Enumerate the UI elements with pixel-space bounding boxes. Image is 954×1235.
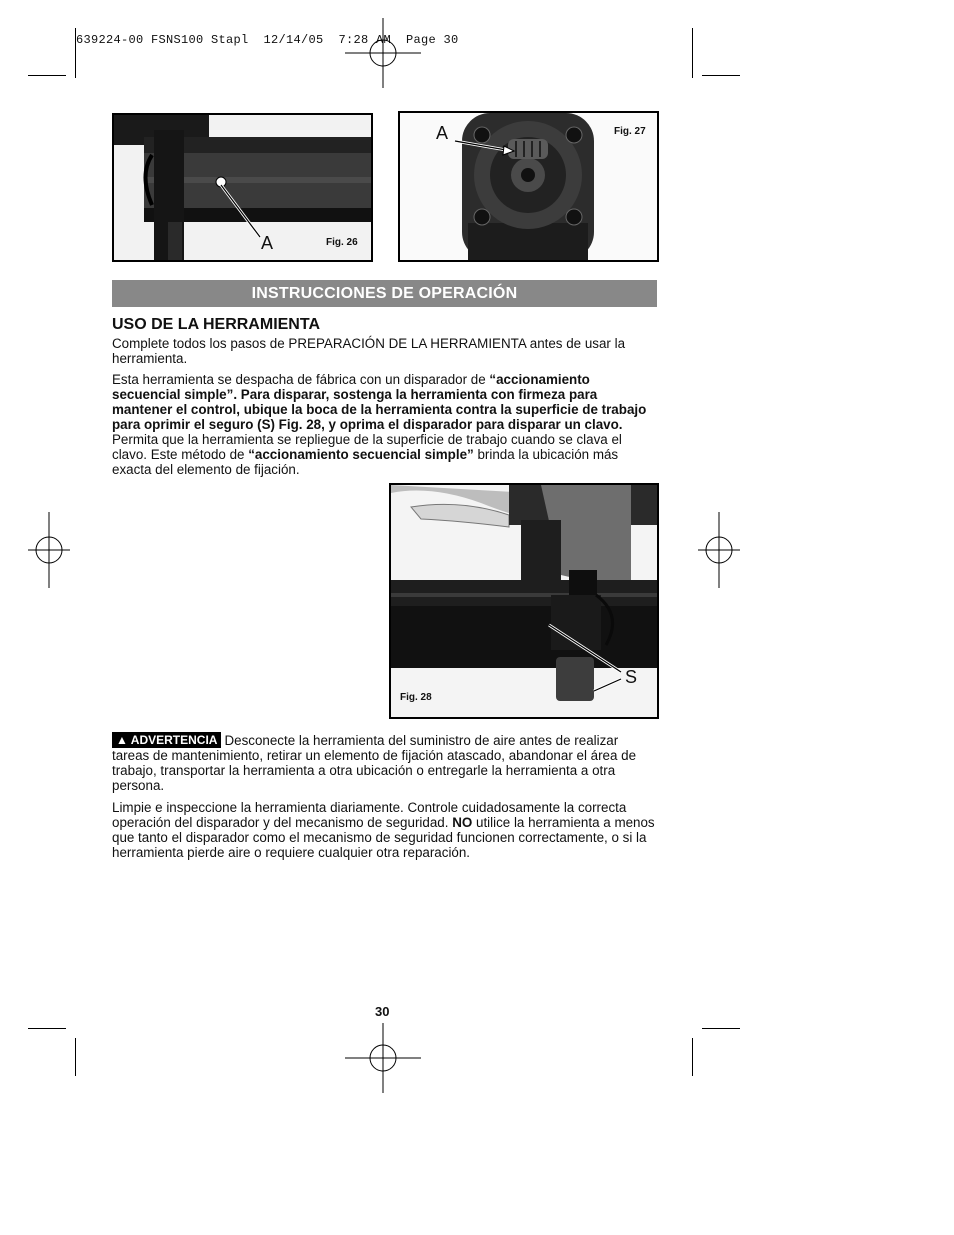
- figure-label: Fig. 26: [326, 237, 358, 248]
- crop-mark: [692, 1038, 693, 1076]
- bold-text: “accionamiento secuencial simple”. Para disparar, sostenga la herramienta con firmeza para mantener el control, ubique la boca de la herramienta contra la superficie de trabajo para oprimir el seguro (S) Fig. 28, y oprima el disparador para disparar un clavo.: [112, 372, 647, 432]
- warning-badge: [112, 732, 221, 748]
- crop-mark: [702, 1028, 740, 1029]
- text-run: Desconecte la herramienta del suministro de aire antes de realizar tareas de mantenimiento, retirar un elemento de fijación atascado, abandonar el área de trabajo, transportar la herramienta a otra ubicación o entregarle la herramienta a otra persona.: [112, 733, 637, 793]
- figure-28: [389, 483, 659, 719]
- print-slug: 639224-00 FSNS100 Stapl 12/14/05 7:28 AM Page 30: [76, 33, 459, 47]
- figure-label: Fig. 27: [614, 126, 646, 137]
- section-heading: USO DE LA HERRAMIENTA: [112, 316, 320, 333]
- figure-27: [398, 111, 659, 262]
- registration-mark-icon: [345, 18, 421, 88]
- registration-mark-icon: [28, 512, 70, 588]
- crop-mark: [702, 75, 740, 76]
- warning-label: ADVERTENCIA: [130, 733, 218, 747]
- figure-label: Fig. 28: [400, 692, 432, 703]
- crop-mark: [75, 28, 76, 78]
- section-title-bar: INSTRUCCIONES DE OPERACIÓN: [112, 280, 657, 307]
- crop-mark: [692, 28, 693, 78]
- registration-mark-icon: [345, 1023, 421, 1093]
- text-run: Permita que la herramienta se repliegue de la superficie de trabajo cuando se clava el clavo. Este método de: [112, 432, 622, 462]
- callout-a: A: [436, 123, 449, 143]
- crop-mark: [28, 1028, 66, 1029]
- text-run: Limpie e inspeccione la herramienta diariamente. Controle cuidadosamente la correcta operación del disparador y del mecanismo de seguridad.: [112, 800, 627, 830]
- warning-triangle-icon: ▲: [116, 733, 128, 747]
- crop-mark: [28, 75, 66, 76]
- page-number: 30: [375, 1004, 390, 1019]
- paragraph-operation: [112, 372, 657, 477]
- callout-s: S: [625, 667, 638, 687]
- bold-text: NO: [452, 815, 473, 830]
- registration-mark-icon: [698, 512, 740, 588]
- text-run: utilice la herramienta a menos que tanto el disparador como el mecanismo de seguridad funcionen correctamente, o si la herramienta pierde aire o requiere cualquier otra reparación.: [112, 815, 655, 860]
- stapler-in-hand-image: [391, 485, 657, 717]
- paragraph-intro: Complete todos los pasos de PREPARACIÓN DE LA HERRAMIENTA antes de usar la herramienta.: [112, 336, 626, 366]
- callout-a: A: [261, 233, 274, 253]
- bold-text: “accionamiento secuencial simple”: [248, 447, 474, 462]
- figure-26: [112, 113, 373, 262]
- text-run: brinda la ubicación más exacta del elemento de fijación.: [112, 447, 619, 477]
- paragraph-inspection: [112, 800, 657, 860]
- paragraph-warning: [112, 732, 657, 793]
- text-run: Esta herramienta se despacha de fábrica con un disparador de: [112, 372, 490, 387]
- crop-mark: [75, 1038, 76, 1076]
